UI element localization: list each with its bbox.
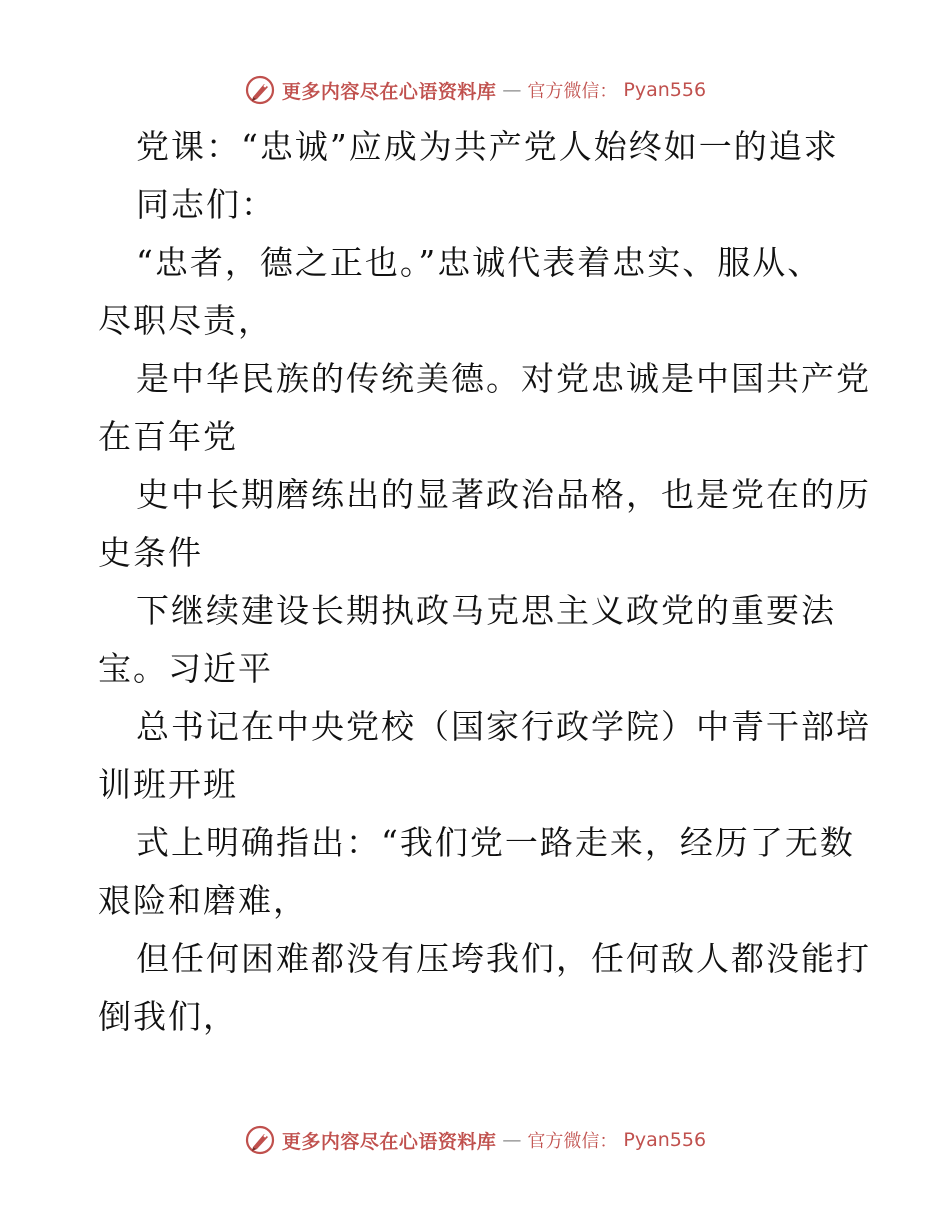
- text-line: 同志们：: [136, 185, 276, 224]
- text-line: 式上明确指出：“我们党一路走来，经历了无数: [136, 823, 855, 862]
- text-line: 宝。习近平: [98, 649, 273, 688]
- text-line: 但任何困难都没有压垮我们，任何敌人都没能打: [136, 939, 871, 978]
- banner-wechat-label: 官方微信：: [527, 1131, 618, 1152]
- text-line: 倒我们，: [98, 997, 238, 1036]
- text-line: 在百年党: [98, 417, 238, 456]
- text-line: “忠者，德之正也。”忠诚代表着忠实、服从、: [136, 243, 823, 282]
- text-line: 党课：“忠诚”应成为共产党人始终如一的追求: [136, 127, 839, 166]
- banner-dash: —: [502, 1129, 522, 1151]
- header-banner: [0, 70, 950, 110]
- banner-title: 更多内容尽在心语资料库: [281, 1130, 497, 1153]
- banner-dash: —: [502, 79, 522, 101]
- footer-banner: [0, 1120, 950, 1160]
- text-line: 尽职尽责，: [98, 301, 273, 340]
- text-line: 总书记在中央党校（国家行政学院）中青干部培: [136, 707, 871, 746]
- banner-wechat-id: Pyan556: [623, 1129, 707, 1151]
- pen-logo-icon: [244, 74, 276, 106]
- banner-title: 更多内容尽在心语资料库: [281, 80, 497, 103]
- text-line: 下继续建设长期执政马克思主义政党的重要法: [136, 591, 836, 630]
- pen-logo-icon: [244, 1124, 276, 1156]
- text-line: 艰险和磨难，: [98, 881, 308, 920]
- text-line: 史中长期磨练出的显著政治品格，也是党在的历: [136, 475, 871, 514]
- text-line: 是中华民族的传统美德。对党忠诚是中国共产党: [136, 359, 871, 398]
- text-line: 史条件: [98, 533, 203, 572]
- banner-wechat-label: 官方微信：: [527, 81, 618, 102]
- banner-wechat-id: Pyan556: [623, 79, 707, 101]
- text-line: 训班开班: [98, 765, 238, 804]
- document-body: [98, 118, 871, 1046]
